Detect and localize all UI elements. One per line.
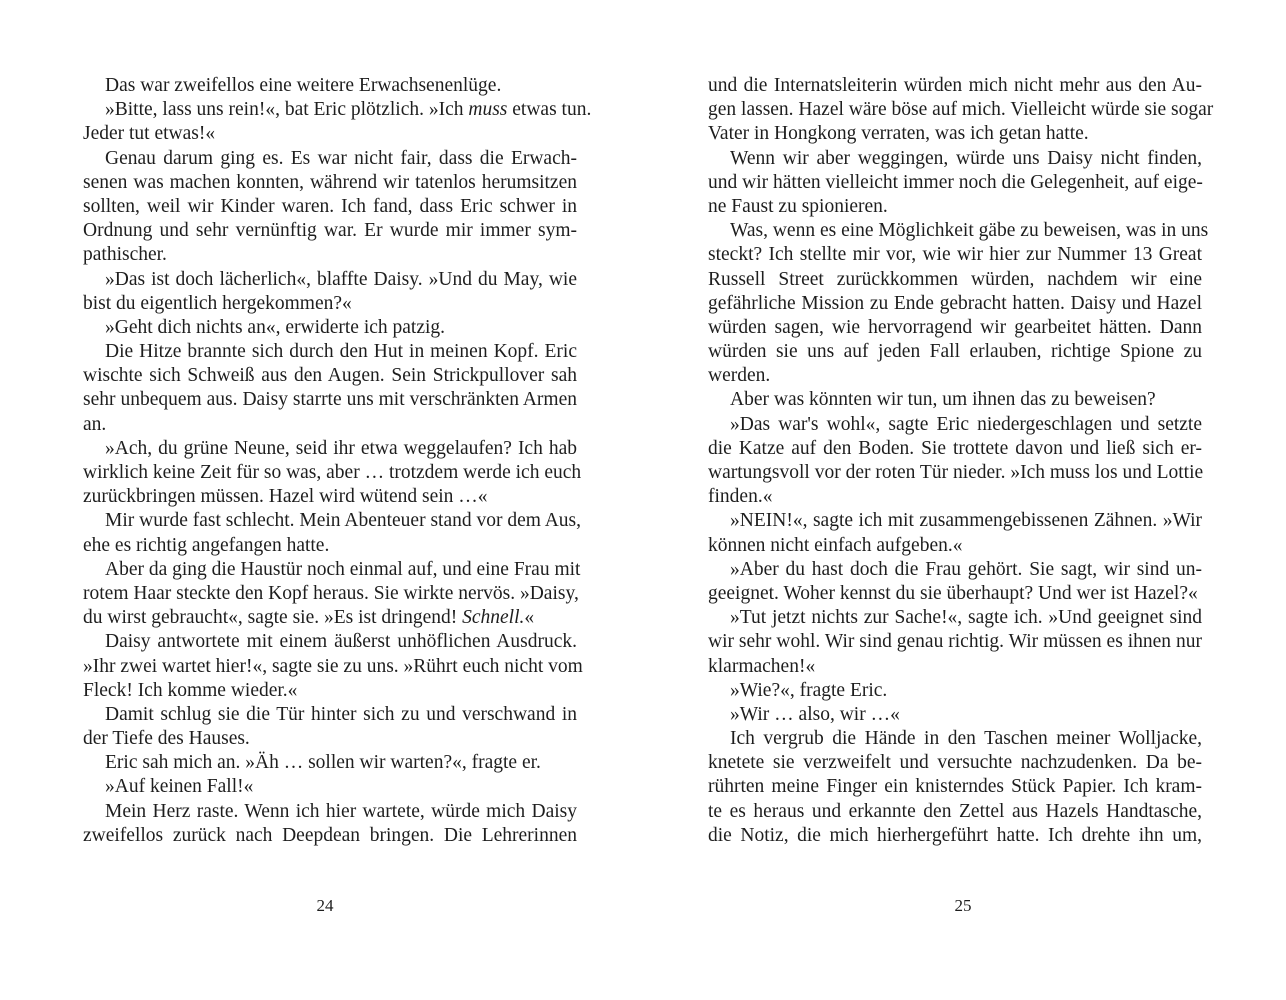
text-line: und die Internatsleiterin würden mich nicht mehr aus den Au-	[708, 75, 1202, 96]
text-line: »Ach, du grüne Neune, seid ihr etwa weggelaufen? Ich hab	[105, 437, 577, 459]
text-line: würden sie uns auf jeden Fall erlauben, richtige Spione zu	[708, 341, 1202, 363]
text-line: Eric sah mich an. »Äh … sollen wir warten?«, fragte er.	[105, 752, 541, 774]
text-line: »Wie?«, fragte Eric.	[730, 679, 888, 701]
page-number-left: 24	[316, 896, 334, 915]
text-line: bist du eigentlich hergekommen?«	[83, 292, 352, 314]
text-line: Was, wenn es eine Möglichkeit gäbe zu beweisen, was in uns	[730, 220, 1209, 242]
text-line: »Geht dich nichts an«, erwiderte ich patzig.	[105, 316, 446, 338]
text-line: »Bitte, lass uns rein!«, bat Eric plötzlich. »Ich muss etwas tun.	[105, 99, 592, 121]
text-line: Aber da ging die Haustür noch einmal auf, und eine Frau mit	[105, 558, 581, 580]
text-line: die Notiz, die mich hierhergeführt hatte. Ich drehte ihn um,	[708, 824, 1202, 846]
text-line: Das war zweifellos eine weitere Erwachsenenlüge.	[105, 75, 502, 96]
text-line: rührten meine Finger ein knisterndes Stück Papier. Ich kram-	[708, 776, 1202, 798]
text-line: Genau darum ging es. Es war nicht fair, dass die Erwach-	[105, 147, 577, 169]
text-line: Daisy antwortete mit einem äußerst unhöflichen Ausdruck.	[105, 631, 577, 653]
text-line: »Tut jetzt nichts zur Sache!«, sagte ich. »Und geeignet sind	[730, 607, 1202, 629]
text-line: »Wir … also, wir …«	[730, 703, 900, 725]
text-line: zurückbringen müssen. Hazel wird wütend sein …«	[83, 486, 488, 508]
text-line: wir sehr wohl. Wir sind genau richtig. Wir müssen es ihnen nur	[708, 631, 1202, 653]
text-line: Mein Herz raste. Wenn ich hier wartete, würde mich Daisy	[105, 800, 577, 822]
text-line: senen was machen konnten, während wir tatenlos herumsitzen	[83, 171, 577, 193]
text-line: du wirst gebraucht«, sagte sie. »Es ist dringend! Schnell.«	[83, 607, 535, 629]
text-line: wirklich keine Zeit für so was, aber … trotzdem werde ich euch	[83, 462, 582, 483]
text-line: gefährliche Mission zu Ende gebracht hatten. Daisy und Hazel	[708, 292, 1202, 314]
text-line: »Das war's wohl«, sagte Eric niedergeschlagen und setzte	[730, 413, 1202, 435]
text-line: »NEIN!«, sagte ich mit zusammengebissenen Zähnen. »Wir	[730, 510, 1202, 532]
text-line: Jeder tut etwas!«	[83, 123, 216, 145]
right-page-body	[708, 74, 1214, 934]
text-line: wartungsvoll vor der roten Tür nieder. »Ich muss los und Lottie	[708, 462, 1204, 483]
text-line: Fleck! Ich komme wieder.«	[83, 679, 298, 701]
left-page-body	[83, 74, 592, 934]
text-line: der Tiefe des Hauses.	[83, 728, 250, 750]
text-line: knetete sie verzweifelt und versuchte nachzudenken. Da be-	[708, 752, 1202, 774]
text-line: können nicht einfach aufgeben.«	[708, 534, 963, 556]
text-line: wischte sich Schweiß aus den Augen. Sein Strickpullover sah	[83, 365, 577, 387]
text-line: pathischer.	[83, 244, 167, 266]
text-line: ne Faust zu spionieren.	[708, 195, 888, 217]
text-line: »Das ist doch lächerlich«, blaffte Daisy. »Und du May, wie	[105, 268, 577, 290]
text-line: Aber was könnten wir tun, um ihnen das zu beweisen?	[730, 389, 1156, 411]
text-line: »Auf keinen Fall!«	[105, 776, 254, 798]
text-line: »Aber du hast doch die Frau gehört. Sie sagt, wir sind un-	[730, 558, 1202, 580]
text-line: geeignet. Woher kennst du sie überhaupt? Und wer ist Hazel?«	[708, 582, 1198, 604]
text-line: »Ihr zwei wartet hier!«, sagte sie zu uns. »Rührt euch nicht vom	[83, 655, 583, 677]
text-line: gen lassen. Hazel wäre böse auf mich. Vielleicht würde sie sogar	[708, 99, 1214, 121]
text-line: zweifellos zurück nach Deepdean bringen. Die Lehrerinnen	[83, 824, 577, 846]
text-line: Mir wurde fast schlecht. Mein Abenteuer stand vor dem Aus,	[105, 510, 582, 532]
text-line: sehr unbequem aus. Daisy starrte uns mit verschränkten Armen	[83, 389, 577, 411]
text-line: die Katze auf den Boden. Sie trottete davon und ließ sich er-	[708, 437, 1202, 459]
text-line: Ordnung und sehr vernünftig war. Er wurde mir immer sym-	[83, 220, 577, 242]
text-line: und wir hätten vielleicht immer noch die Gelegenheit, auf eige-	[708, 171, 1203, 193]
text-line: Ich vergrub die Hände in den Taschen meiner Wolljacke,	[730, 728, 1202, 750]
text-line: Russell Street zurückkommen würden, nachdem wir eine	[708, 268, 1202, 290]
text-line: sollten, weil wir Kinder waren. Ich fand, dass Eric schwer in	[83, 195, 577, 217]
text-line: klarmachen!«	[708, 655, 816, 677]
text-line: rotem Haar steckte den Kopf heraus. Sie wirkte nervös. »Daisy,	[83, 582, 579, 604]
text-line: Wenn wir aber weggingen, würde uns Daisy nicht finden,	[730, 147, 1202, 169]
page-number-right: 25	[954, 896, 972, 915]
text-line: Die Hitze brannte sich durch den Hut in meinen Kopf. Eric	[105, 341, 577, 363]
text-line: an.	[83, 413, 107, 435]
text-line: te es heraus und erkannte den Zettel aus Hazels Handtasche,	[708, 800, 1202, 822]
text-line: steckt? Ich stellte mir vor, wie wir hier zur Nummer 13 Great	[708, 244, 1202, 266]
text-line: Damit schlug sie die Tür hinter sich zu und verschwand in	[105, 703, 577, 725]
text-line: finden.«	[708, 486, 773, 508]
text-line: würden sagen, wie hervorragend wir gearbeitet hätten. Dann	[708, 316, 1202, 338]
text-line: werden.	[708, 365, 771, 387]
text-line: ehe es richtig angefangen hatte.	[83, 534, 330, 556]
text-line: Vater in Hongkong verraten, was ich getan hatte.	[708, 123, 1089, 145]
